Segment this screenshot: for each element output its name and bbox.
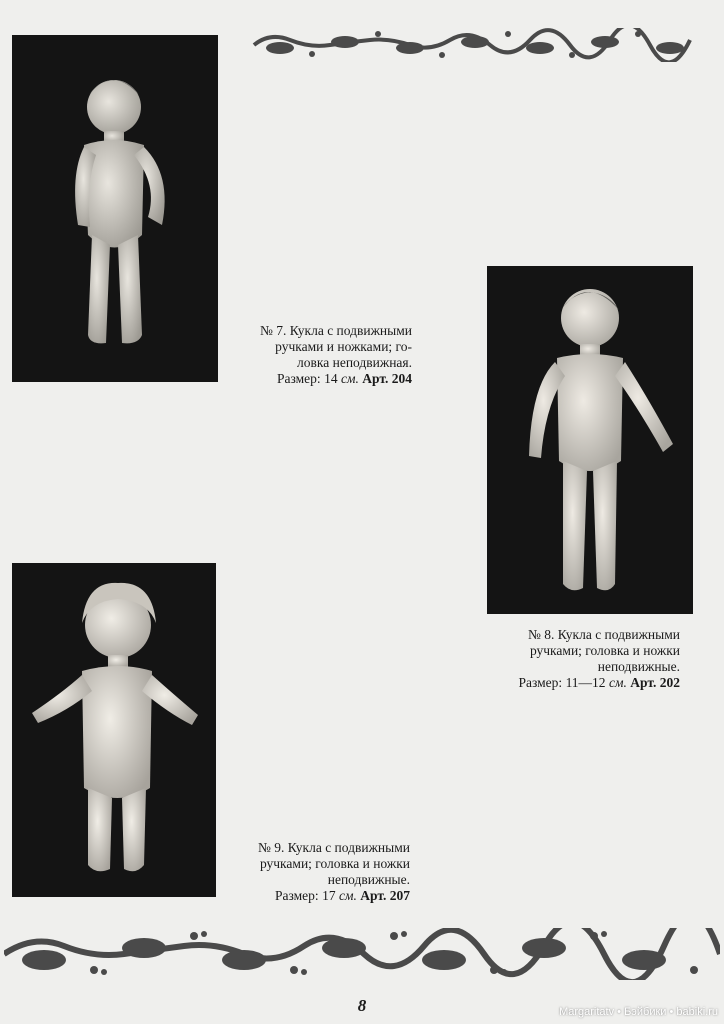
size-label: Размер: bbox=[277, 371, 321, 386]
doll-7-figure bbox=[12, 35, 218, 382]
doll-photo-8 bbox=[487, 266, 693, 614]
caption-8-line-2: ручками; головка и ножки bbox=[529, 643, 680, 658]
caption-8-size bbox=[490, 675, 680, 691]
caption-7-line-2: ручками и ножками; го- bbox=[275, 339, 412, 354]
caption-9-size bbox=[234, 888, 410, 904]
size-label: Размер: bbox=[518, 675, 563, 690]
caption-7-size bbox=[236, 371, 412, 387]
article-number: Арт. 204 bbox=[362, 371, 412, 386]
size-value: 14 bbox=[324, 371, 338, 386]
caption-8-line-3: неподвижные. bbox=[597, 659, 680, 674]
size-unit: см. bbox=[340, 371, 359, 386]
article-number: Арт. 202 bbox=[630, 675, 680, 690]
bottom-border-ornament bbox=[4, 928, 720, 980]
article-number: Арт. 207 bbox=[360, 888, 410, 903]
caption-9-line-2: ручками; головка и ножки bbox=[259, 856, 410, 871]
watermark: Margaritatv • Бэйбики • babiki.ru bbox=[559, 1006, 718, 1018]
size-label: Размер: bbox=[275, 888, 319, 903]
caption-7-line-1: № 7. Кукла с подвижными bbox=[260, 323, 412, 338]
doll-9-figure bbox=[12, 563, 216, 897]
caption-9-line-3: неподвижные. bbox=[327, 872, 410, 887]
caption-8-line-1: № 8. Кукла с подвижными bbox=[528, 627, 680, 642]
size-unit: см. bbox=[608, 675, 627, 690]
doll-8-figure bbox=[487, 266, 693, 614]
doll-photo-9 bbox=[12, 563, 216, 897]
caption-7 bbox=[236, 323, 412, 387]
caption-9 bbox=[234, 840, 410, 904]
size-value: 11—12 bbox=[565, 675, 606, 690]
doll-photo-7 bbox=[12, 35, 218, 382]
page-number: 8 bbox=[357, 996, 367, 1015]
caption-8 bbox=[490, 627, 680, 691]
size-value: 17 bbox=[322, 888, 336, 903]
top-border-ornament bbox=[250, 28, 696, 62]
size-unit: см. bbox=[338, 888, 357, 903]
caption-9-line-1: № 9. Кукла с подвижными bbox=[258, 840, 410, 855]
caption-7-line-3: ловка неподвижная. bbox=[297, 355, 412, 370]
